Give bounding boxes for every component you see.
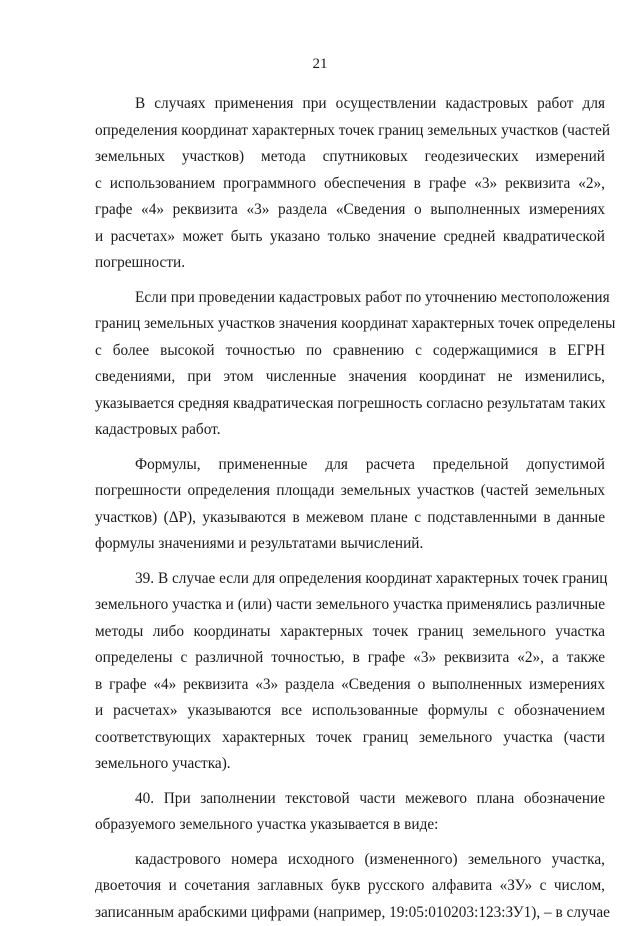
text-line: земельного участка и (или) части земельного участка применялись различные: [95, 592, 605, 619]
text-line: участков) (ΔР), указываются в межевом плане с подставленными в данные: [95, 505, 605, 532]
text-line: границ земельных участков значения координат характерных точек определены: [95, 311, 605, 338]
text-line: Если при проведении кадастровых работ по уточнению местоположения: [95, 285, 605, 312]
text-line: с использованием программного обеспечения в графе «3» реквизита «2»,: [95, 171, 605, 198]
text-line: и расчетах» может быть указано только значение средней квадратической: [95, 224, 605, 251]
text-line: погрешности определения площади земельных участков (частей земельных: [95, 478, 605, 505]
text-line: двоеточия и сочетания заглавных букв русского алфавита «ЗУ» с числом,: [95, 873, 605, 900]
text-line: В случаях применения при осуществлении кадастровых работ для: [95, 91, 605, 118]
text-line: записанным арабскими цифрами (например, 19:05:010203:123:ЗУ1), – в случае: [95, 900, 605, 926]
page-number: 21: [0, 54, 640, 74]
text-line: соответствующих характерных точек границ земельного участка (части: [95, 725, 605, 752]
text-line: погрешности.: [95, 250, 605, 277]
text-line: 39. В случае если для определения координат характерных точек границ: [95, 566, 605, 593]
text-line: земельного участка).: [95, 751, 605, 778]
paragraph: [95, 452, 605, 558]
paragraph: [95, 91, 605, 277]
text-line: 40. При заполнении текстовой части межевого плана обозначение: [95, 786, 605, 813]
text-line: графе «4» реквизита «3» раздела «Сведения о выполненных измерениях: [95, 197, 605, 224]
text-line: методы либо координаты характерных точек границ земельного участка: [95, 619, 605, 646]
text-line: кадастрового номера исходного (измененного) земельного участка,: [95, 847, 605, 874]
text-line: с более высокой точностью по сравнению с содержащимися в ЕГРН: [95, 338, 605, 365]
text-line: определения координат характерных точек границ земельных участков (частей: [95, 118, 605, 145]
text-line: земельных участков) метода спутниковых геодезических измерений: [95, 144, 605, 171]
text-line: Формулы, примененные для расчета предельной допустимой: [95, 452, 605, 479]
text-line: кадастровых работ.: [95, 417, 605, 444]
text-line: формулы значениями и результатами вычислений.: [95, 531, 605, 558]
paragraph: [95, 285, 605, 444]
text-line: и расчетах» указываются все использованные формулы с обозначением: [95, 698, 605, 725]
document-body: [95, 91, 605, 926]
paragraph: [95, 847, 605, 926]
text-line: указывается средняя квадратическая погрешность согласно результатам таких: [95, 391, 605, 418]
text-line: в графе «4» реквизита «3» раздела «Сведения о выполненных измерениях: [95, 672, 605, 699]
text-line: образуемого земельного участка указывается в виде:: [95, 812, 605, 839]
text-line: сведениями, при этом численные значения координат не изменились,: [95, 364, 605, 391]
paragraph-item-39: [95, 566, 605, 778]
paragraph-item-40: [95, 786, 605, 839]
text-line: определены с различной точностью, в графе «3» реквизита «2», а также: [95, 645, 605, 672]
